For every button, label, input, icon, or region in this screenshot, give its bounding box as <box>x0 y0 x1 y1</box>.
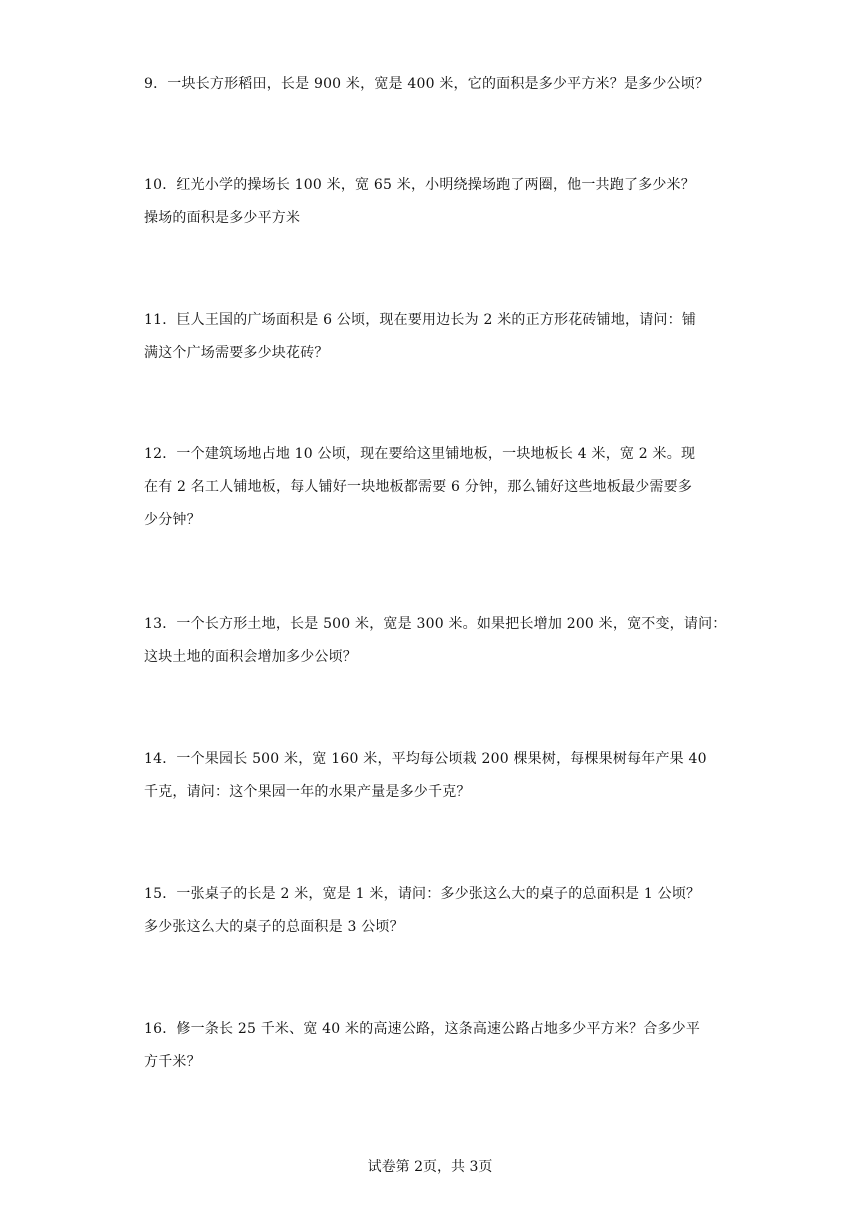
question-16-line-2: 方千米？ <box>144 1054 201 1070</box>
page-footer <box>0 1153 860 1181</box>
question-13-line-2: 这块土地的面积会增加多少公顷？ <box>144 649 357 665</box>
question-12-line-2: 在有 2 名工人铺地板，每人铺好一块地板都需要 6 分钟，那么铺好这些地板最少需要多 <box>144 479 693 495</box>
question-9 <box>144 68 724 101</box>
question-12-line-1: 12．一个建筑场地占地 10 公顷，现在要给这里铺地板，一块地板长 4 米，宽 2 米。现 <box>144 446 696 462</box>
page-number-label: 试卷第 2页，共 3页 <box>367 1159 493 1175</box>
question-14 <box>144 743 724 809</box>
question-11-line-2: 满这个广场需要多少块花砖？ <box>144 345 329 361</box>
question-9-line-1: 9．一块长方形稻田，长是 900 米，宽是 400 米，它的面积是多少平方米？是多少公顷？ <box>144 76 710 92</box>
question-16 <box>144 1013 724 1079</box>
question-11 <box>144 304 724 370</box>
question-15 <box>144 878 724 944</box>
question-16-line-1: 16．修一条长 25 千米、宽 40 米的高速公路，这条高速公路占地多少平方米？合多少平 <box>144 1021 701 1037</box>
question-10-line-2: 操场的面积是多少平方米 <box>144 210 301 226</box>
question-15-line-2: 多少张这么大的桌子的总面积是 3 公顷？ <box>144 919 404 935</box>
question-11-line-1: 11．巨人王国的广场面积是 6 公顷，现在要用边长为 2 米的正方形花砖铺地，请问：铺 <box>144 312 697 328</box>
question-15-line-1: 15．一张桌子的长是 2 米，宽是 1 米，请问：多少张这么大的桌子的总面积是 1 公顷？ <box>144 886 701 902</box>
question-12-line-3: 少分钟？ <box>144 512 201 528</box>
question-12 <box>144 438 724 537</box>
question-14-line-1: 14．一个果园长 500 米，宽 160 米，平均每公顷栽 200 棵果树，每棵果树每年产果 40 <box>144 751 707 767</box>
question-13-line-1: 13．一个长方形土地，长是 500 米，宽是 300 米。如果把长增加 200 米，宽不变，请问： <box>144 616 727 632</box>
question-10-line-1: 10．红光小学的操场长 100 米，宽 65 米，小明绕操场跑了两圈，他一共跑了多少米？ <box>144 177 695 193</box>
question-10 <box>144 169 724 235</box>
question-14-line-2: 千克，请问：这个果园一年的水果产量是多少千克？ <box>144 784 471 800</box>
question-13 <box>144 608 727 674</box>
